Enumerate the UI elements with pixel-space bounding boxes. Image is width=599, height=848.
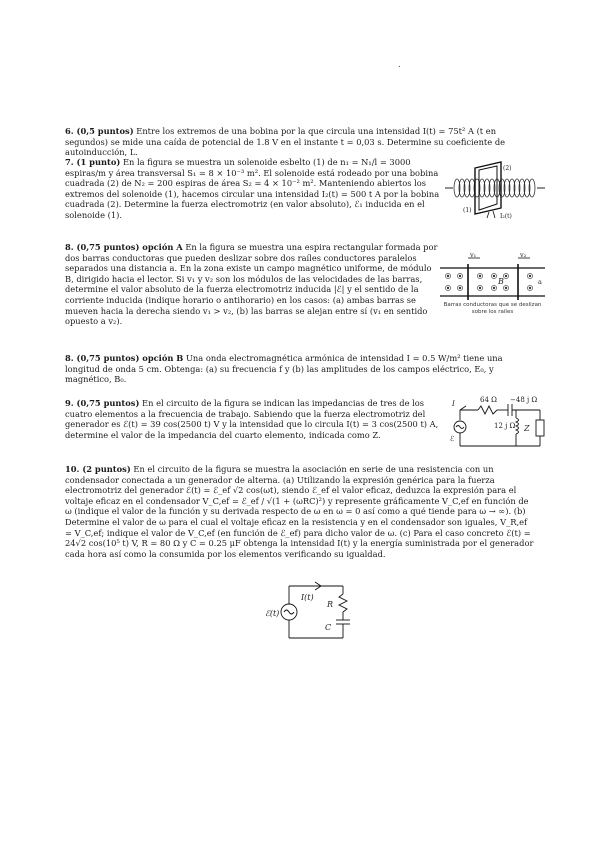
problem-8a-heading: 8. (0,75 puntos) opción A: [65, 242, 183, 252]
problem-10-heading: 10. (2 puntos): [65, 464, 131, 474]
fig9-r-label: 64 Ω: [480, 396, 497, 404]
fig9-i-label: I: [452, 400, 455, 408]
problem-10-text: En el circuito de la figura se muestra la asociación en serie de una resistencia con un condensador conectada a un generador de alterna. (a) Utilizando la expresión genérica para la fuerza electromotriz del generador ℰ(t) = ℰ_ef √2 cos(ωt), siendo ℰ_ef el valor eficaz, deduzca la expresión para el voltaje eficaz en el condensador V_C,ef = ℰ_ef / √(1 + (ωRC)²) y represente gráficamente V_C,ef en función de ω (indique el valor de la función y su derivada respecto de ω en ω = 0 así como a qué tiende para ω → ∞). (b) Determine el valor de ω para el cual el voltaje eficaz en la resistencia y en el condensador son iguales, V_R,ef = V_C,ef; indique el valor de V_C,ef (en función de ℰ_ef) para dicho valor de ω. (c) Para el caso concreto ℰ(t) = 24√2 cos(10⁵ t) V, R = 80 Ω y C = 0.25 μF obtenga la intensidad I(t) y la energía suministrada por el generador cada hora así como la consumida por los elementos verificando su igualdad.: [65, 464, 534, 559]
problem-7-text: En la figura se muestra un solenoide esbelto (1) de n₁ = N₁/l = 3000 espiras/m y área transversal S₁ = 8 × 10⁻³ m². El solenoide está rodeado por una bobina cuadrada (2) de N₂ = 200 espiras de área S₂ = 4 × 10⁻² m². Manteniendo abiertos los extremos del solenoide (1), hacemos circular una intensidad I₂(t) = 500 t A por la bobina cuadrada (2). Determine la fuerza electromotriz (en valor absoluto), ℰ₁ inducida en el solenoide (1).: [65, 157, 440, 220]
rc-circuit-figure: [265, 576, 360, 646]
page-mark: .: [398, 60, 401, 70]
fig10-c-label: C: [325, 623, 332, 632]
solenoid-diagram: [445, 160, 545, 222]
ac-circuit-figure: [450, 392, 548, 450]
problem-8b-text: Una onda electromagnética armónica de intensidad I = 0.5 W/m² tiene una longitud de onda 5 cm. Obtenga: (a) su frecuencia f y (b) las amplitudes de los campos eléctrico, E₀, y magnético, B₀.: [65, 353, 503, 385]
problem-7-heading: 7. (1 punto): [65, 157, 121, 167]
fig8-v1: v₁: [470, 251, 477, 259]
fig9-c-label: −48 j Ω: [510, 396, 538, 404]
fig9-z-label: Z: [524, 424, 530, 433]
problem-6-heading: 6. (0,5 puntos): [65, 126, 134, 136]
problem-9: [65, 398, 440, 440]
fig9-l-label: 12 j Ω: [494, 422, 516, 430]
fig8-v2: v₂: [520, 251, 527, 259]
problem-9-text: En el circuito de la figura se indican las impedancias de tres de los cuatro elementos a la frecuencia de trabajo. Sabiendo que la fuerza electromotriz del generador es ℰ(t) = 39 cos(2500 t) V y la intensidad que lo circula I(t) = 3 cos(2500 t) A, determine el valor de la impedancia del cuarto elemento, indicada como Z.: [65, 398, 439, 440]
fig8-b: B: [498, 277, 504, 286]
solenoid-figure: [445, 160, 545, 222]
problem-6-text: Entre los extremos de una bobina por la que circula una intensidad I(t) = 75t² A (t en segundos) se mide una caída de potencial de 1.8 V en el instante t = 0,03 s. Determine su coeficiente de autoinducción, L.: [65, 126, 506, 158]
fig9-e-label: ℰ: [450, 435, 455, 443]
fig10-e-label: ℰ(t): [265, 609, 280, 618]
problem-9-heading: 9. (0,75 puntos): [65, 398, 140, 408]
problem-8b: [65, 353, 535, 385]
problem-8a-text: En la figura se muestra una espira rectangular formada por dos barras conductoras que pueden deslizar sobre dos raíles conductores paralelos separados una distancia a. En la zona existe un campo magnético uniforme, de módulo B, dirigido hacia el lector. Si v₁ y v₂ son los módulos de las velocidades de las barras, determine el valor absoluto de la fuerza electromotriz inducida |ℰ| y el sentido de la corriente inducida (indique horario o antihorario) en los casos: (a) ambas barras se mueven hacia la derecha siendo v₁ > v₂, (b) las barras se alejan entre sí (v₁ en sentido opuesto a v₂).: [65, 242, 438, 327]
fig7-label-2: (2): [503, 165, 512, 172]
rails-caption: Barras conductoras que se deslizan sobre los raíles: [443, 302, 542, 315]
rails-figure: [440, 250, 545, 315]
problem-8a: [65, 242, 440, 327]
ac-circuit-diagram: [450, 392, 548, 450]
problem-7: [65, 157, 440, 221]
rails-diagram: [440, 250, 545, 302]
fig7-label-i2: I₂(t): [500, 213, 512, 220]
fig8-a: a: [538, 278, 542, 286]
fig10-r-label: R: [327, 600, 334, 609]
problem-8b-heading: 8. (0,75 puntos) opción B: [65, 353, 184, 363]
fig10-i-label: I(t): [301, 593, 314, 602]
problem-10: [65, 464, 535, 559]
problem-6: [65, 126, 535, 158]
fig7-label-1: (1): [463, 207, 472, 214]
rc-circuit-diagram: [265, 576, 360, 646]
